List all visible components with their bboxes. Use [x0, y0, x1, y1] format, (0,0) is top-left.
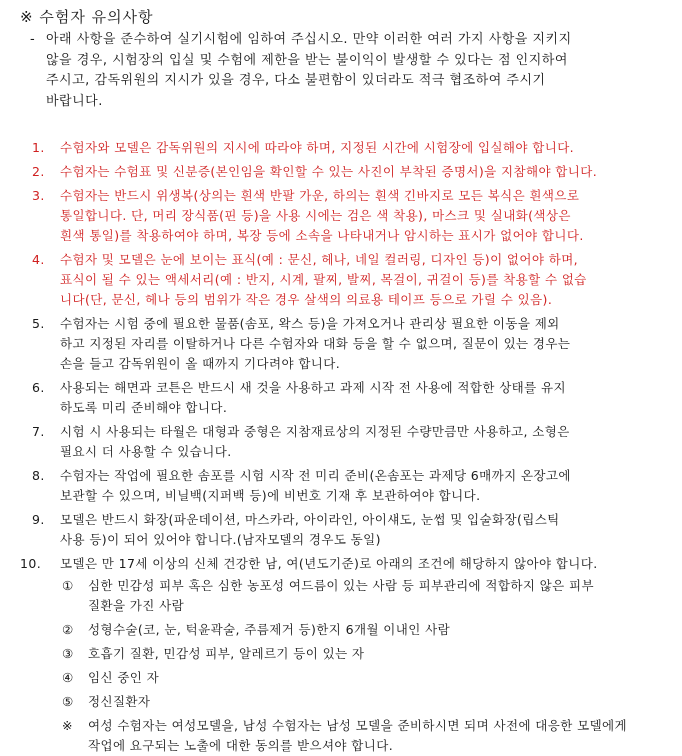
- condition-text: 심한 민감성 피부 혹은 심한 농포성 여드름이 있는 사람 등 피부관리에 적합하지 않은 피부: [88, 578, 594, 593]
- rule-number: 10.: [20, 556, 42, 571]
- rule-text: 니다(단, 문신, 헤나 등의 범위가 작은 경우 살색의 의료용 테이프 등으로 가릴 수 있음).: [60, 292, 553, 307]
- rule-text: 보관할 수 있으며, 비닐백(지퍼백 등)에 비번호 기재 후 보관하여야 합니다.: [60, 488, 481, 503]
- intro-line: 않을 경우, 시험장의 입실 및 수험에 제한을 받는 불이익이 발생할 수 있다는 점 인지하여: [46, 52, 568, 68]
- rule-number: 1.: [32, 140, 45, 155]
- rule-item-4: [0, 250, 682, 310]
- intro-line: 아래 사항을 준수하여 실기시험에 임하여 주십시오. 만약 이러한 여러 가지 사항을 지키지: [46, 32, 572, 47]
- rule-text: 모델은 반드시 화장(파운데이션, 마스카라, 아이라인, 아이섀도, 눈썹 및 입술화장(립스틱: [60, 512, 560, 527]
- model-conditions-list: [0, 576, 682, 756]
- rule-number: 3.: [32, 188, 45, 203]
- condition-item-1: [0, 576, 682, 616]
- rule-text: 수험자는 반드시 위생복(상의는 흰색 반팔 가운, 하의는 흰색 긴바지로 모든 복식은 흰색으로: [60, 188, 580, 203]
- note-marker: ※: [62, 718, 73, 733]
- rule-item-7: [0, 422, 682, 462]
- condition-text: 호흡기 질환, 민감성 피부, 알레르기 등이 있는 자: [88, 646, 365, 661]
- rule-text: 수험자와 모델은 감독위원의 지시에 따라야 하며, 지정된 시간에 시험장에 입실해야 합니다.: [60, 140, 575, 155]
- rule-text: 필요시 더 사용할 수 있습니다.: [60, 444, 232, 459]
- rule-text: 수험자는 시험 중에 필요한 물품(솜포, 왁스 등)을 가져오거나 관리상 필요한 이동을 제외: [60, 316, 560, 331]
- rule-item-10: [0, 554, 682, 574]
- intro-paragraph: [30, 30, 670, 112]
- condition-text: 정신질환자: [88, 694, 151, 709]
- rule-text: 흰색 통일)를 착용하여야 하며, 복장 등에 소속을 나타내거나 암시하는 표시가 없어야 합니다.: [60, 228, 584, 243]
- condition-text: 성형수술(코, 눈, 턱윤곽술, 주름제거 등)한지 6개월 이내인 사람: [88, 622, 451, 637]
- rule-item-3: [0, 186, 682, 246]
- rule-item-2: [0, 162, 682, 182]
- condition-item-5: [0, 692, 682, 712]
- condition-text: 작업에 요구되는 노출에 대한 동의를 받으셔야 합니다.: [88, 738, 394, 753]
- rule-item-5: [0, 314, 682, 374]
- rule-item-6: [0, 378, 682, 418]
- rule-number: 7.: [32, 424, 45, 439]
- intro-line: 바랍니다.: [46, 93, 103, 109]
- rule-text: 모델은 만 17세 이상의 신체 건강한 남, 여(년도기준)로 아래의 조건에 해당하지 않아야 합니다.: [60, 556, 598, 571]
- rule-number: 6.: [32, 380, 45, 395]
- rule-text: 손을 들고 감독위원이 올 때까지 기다려야 합니다.: [60, 356, 341, 371]
- condition-item-2: [0, 620, 682, 640]
- rule-text: 시험 시 사용되는 타월은 대형과 중형은 지참재료상의 지정된 수량만큼만 사용하고, 소형은: [60, 424, 570, 439]
- rule-number: 2.: [32, 164, 45, 179]
- condition-text: 질환을 가진 사람: [88, 598, 185, 613]
- condition-marker: ⑤: [62, 694, 74, 709]
- rule-text: 통일합니다. 단, 머리 장식품(핀 등)을 사용 시에는 검은 색 착용), 마스크 및 실내화(색상은: [60, 208, 571, 223]
- notice-title: ※ 수험자 유의사항: [20, 8, 154, 26]
- condition-text: 임신 중인 자: [88, 670, 160, 685]
- condition-marker: ③: [62, 646, 74, 661]
- rule-number: 8.: [32, 468, 45, 483]
- rule-number: 5.: [32, 316, 45, 331]
- rule-number: 4.: [32, 252, 45, 267]
- rule-text: 수험자는 작업에 필요한 솜포를 시험 시작 전 미리 준비(온솜포는 과제당 6매까지 온장고에: [60, 468, 571, 483]
- rule-item-1: [0, 138, 682, 158]
- rule-item-9: [0, 510, 682, 550]
- rules-list: [0, 138, 682, 756]
- condition-note: [0, 716, 682, 756]
- condition-marker: ②: [62, 622, 74, 637]
- intro-dash: -: [30, 32, 36, 47]
- intro-line: 주시고, 감독위원의 지시가 있을 경우, 다소 불편함이 있더라도 적극 협조하여 주시기: [46, 73, 546, 88]
- condition-item-3: [0, 644, 682, 664]
- rule-text: 표식이 될 수 있는 액세서리(예 : 반지, 시계, 팔찌, 발찌, 목걸이, 귀걸이 등)를 착용할 수 없습: [60, 272, 587, 287]
- condition-marker: ①: [62, 578, 74, 593]
- condition-item-4: [0, 668, 682, 688]
- rule-item-8: [0, 466, 682, 506]
- rule-number: 9.: [32, 512, 45, 527]
- rule-text: 수험자 및 모델은 눈에 보이는 표식(예 : 문신, 헤나, 네일 컬러링, 디자인 등)이 없어야 하며,: [60, 252, 579, 267]
- condition-marker: ④: [62, 670, 74, 685]
- condition-text: 여성 수험자는 여성모델을, 남성 수험자는 남성 모델을 준비하시면 되며 사전에 대응한 모델에게: [88, 718, 628, 733]
- rule-text: 수험자는 수험표 및 신분증(본인임을 확인할 수 있는 사진이 부착된 증명서)을 지참해야 합니다.: [60, 164, 598, 179]
- rule-text: 하도록 미리 준비해야 합니다.: [60, 400, 228, 415]
- rule-text: 사용되는 해면과 코튼은 반드시 새 것을 사용하고 과제 시작 전 사용에 적합한 상태를 유지: [60, 380, 566, 395]
- rule-text: 사용 등)이 되어 있어야 합니다.(남자모델의 경우도 동일): [60, 532, 381, 547]
- rule-text: 하고 지정된 자리를 이탈하거나 다른 수험자와 대화 등을 할 수 없으며, 질문이 있는 경우는: [60, 336, 571, 351]
